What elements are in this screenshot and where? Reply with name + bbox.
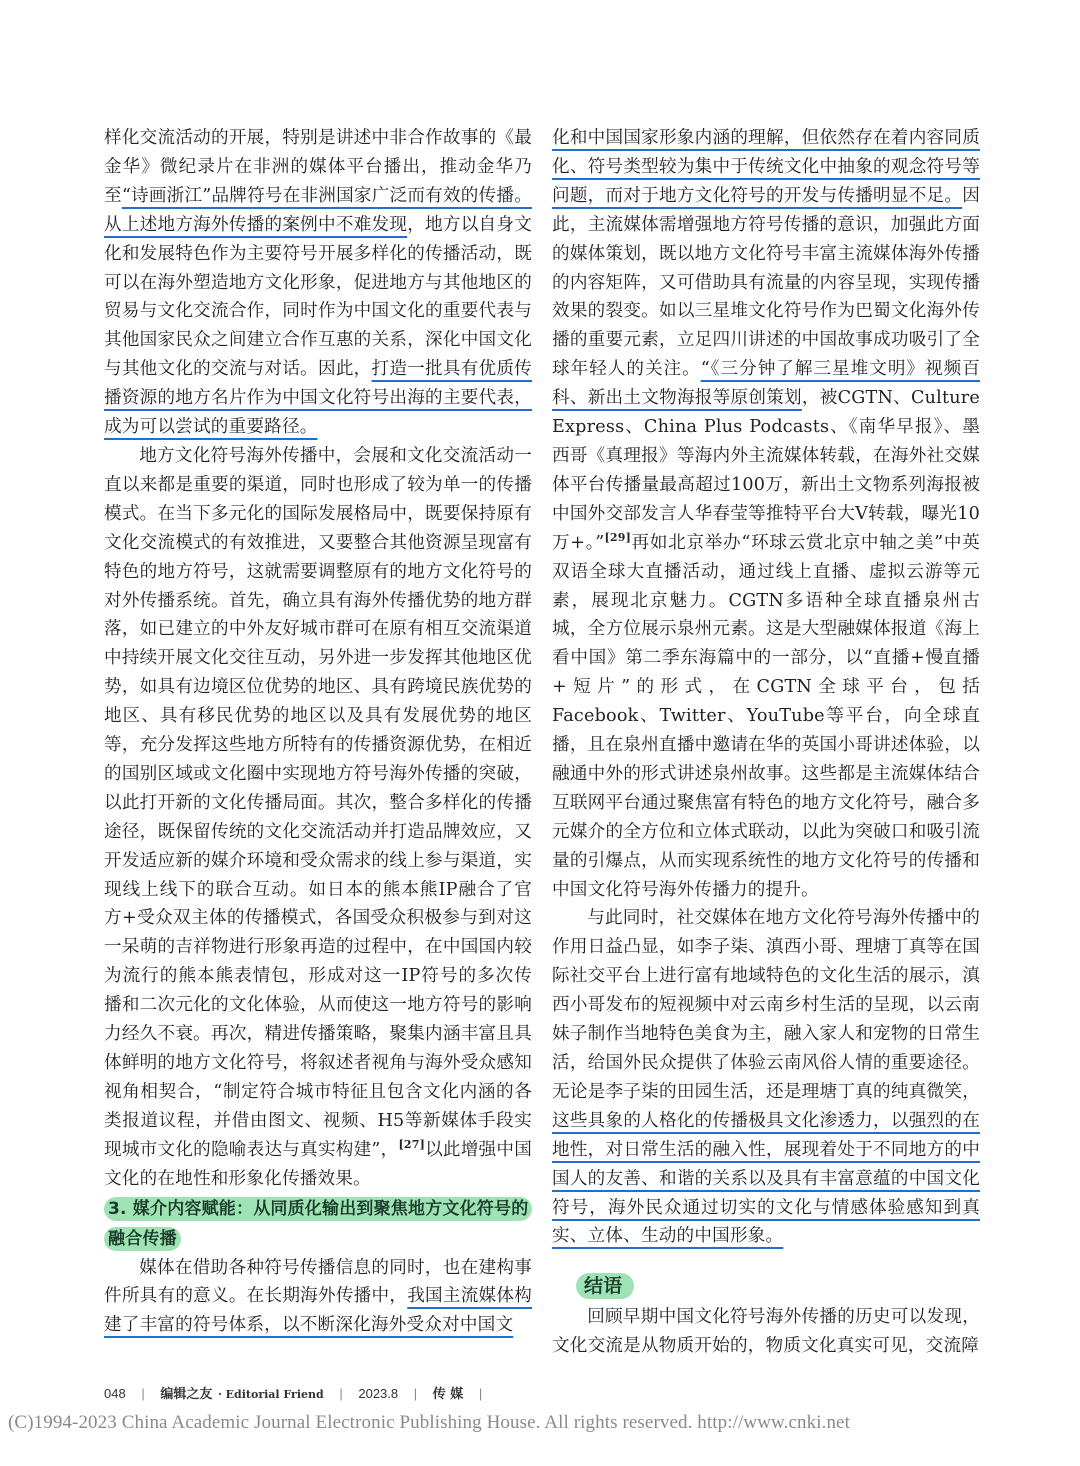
divider: | xyxy=(339,1386,343,1401)
copyright-notice: (C)1994-2023 China Academic Journal Electronic Publishing House. All rights reserved. http://www.cnki.net xyxy=(8,1412,850,1433)
issue-date: 2023.8 xyxy=(358,1386,399,1401)
paragraph: 回顾早期中国文化符号海外传播的历史可以发现，文化交流是从物质开始的，物质文化真实可见，交流障 xyxy=(552,1307,980,1357)
magazine-name-en: · Editorial Friend xyxy=(217,1388,324,1401)
column-name: 传 媒 xyxy=(432,1387,464,1402)
paragraph: 与此同时，社交媒体在地方文化符号海外传播中的作用日益凸显，如李子柒、滇西小哥、理塘丁真等在国际社交平台上进行富有地域特色的文化生活的展示，滇西小哥发布的短视频中对云南乡村生活的呈现，以云南妹子制作当地特色美食为主，融入家人和宠物的日常生活，给国外民众提供了体验云南风俗人情的重要途径。无论是李子柒的田园生活，还是理塘丁真的纯真微笑，这些具象的人格化的传播极具文化渗透力，以强烈的在地性，对日常生活的融入性，展现着处于不同地方的中国人的友善、和谐的关系以及具有丰富意蕴的中国文化符号，海外民众通过切实的文化与情感体验感知到真实、立体、生动的中国形象。 xyxy=(552,908,980,1247)
highlighted-text: 从上述地方海外传播的案例中不难发现 xyxy=(104,214,408,235)
divider: | xyxy=(413,1386,418,1401)
highlighted-text: “诗画浙江”品牌符号在非洲国家广泛而有效的传播。 xyxy=(121,185,532,206)
highlighted-text: “《三分钟了解三星堆文明》视频百科、新出土文物海报等原创策划 xyxy=(552,359,980,409)
highlighted-text: 打造一批具有优质传播资源的地方名片作为中国文化符号出海的主要代表，成为可以尝试的重要路径。 xyxy=(104,359,532,438)
citation-ref[interactable]: [29] xyxy=(604,530,631,544)
left-column xyxy=(104,124,532,1340)
paragraph: 化和中国国家形象内涵的理解，但依然存在着内容同质化、符号类型较为集中于传统文化中抽象的观念符号等问题，而对于地方文化符号的开发与传播明显不足。因此，主流媒体需增强地方符号传播的意识，加强此方面的媒体策划，既以地方文化符号丰富主流媒体海外传播的内容矩阵，又可借助具有流量的内容呈现，实现传播效果的裂变。如以三星堆文化符号作为巴蜀文化海外传播的重要元素，立足四川讲述的中国故事成功吸引了全球年轻人的关注。“《三分钟了解三星堆文明》视频百科、新出土文物海报等原创策划，被CGTN、Culture Express、China Plus Podcasts、《南华早报》、墨西哥《真理报》等海内外主流媒体转载，在海外社交媒体平台传播量最高超过100万，新出土文物系列海报被中国外交部发言人华春莹等推特平台大V转载，曝光10万+。”[29]再如北京举办“环球云赏北京中轴之美”中英双语全球大直播活动，通过线上直播、虚拟云游等元素，展现北京魅力。CGTN多语种全球直播泉州古城，全方位展示泉州元素。这是大型融媒体报道《海上看中国》第二季东海篇中的一部分，以“直播+慢直播+短片”的形式，在CGTN全球平台，包括Facebook、Twitter、YouTube等平台，向全球直播，且在泉州直播中邀请在华的英国小哥讲述体验，以融通中外的形式讲述泉州故事。这些都是主流媒体结合互联网平台通过聚焦富有特色的地方文化符号，融合多元媒介的全方位和立体式联动，以此为突破口和吸引流量的引爆点，从而实现系统性的地方文化符号的传播和中国文化符号海外传播力的提升。 xyxy=(552,128,980,900)
subheading: 3. 媒介内容赋能：从同质化输出到聚焦地方文化符号的融合传播 xyxy=(104,1194,532,1254)
divider: | xyxy=(478,1386,483,1401)
right-column xyxy=(552,124,980,1361)
paragraph: 地方文化符号海外传播中，会展和文化交流活动一直以来都是重要的渠道，同时也形成了较为单一的传播模式。在当下多元化的国际发展格局中，既要保持原有文化交流模式的有效推进，又要整合其他资源呈现富有特色的地方符号，这就需要调整原有的地方文化符号的对外传播系统。首先，确立具有海外传播优势的地方群落，如已建立的中外友好城市群可在原有相互交流渠道中持续开展文化交往互动，另外进一步发挥其他地区优势，如具有边境区位优势的地区、具有跨境民族优势的地区、具有移民优势的地区以及具有发展优势的地区等，充分发挥这些地方所特有的传播资源优势，在相近的国别区域或文化圈中实现地方符号海外传播的突破，以此打开新的文化传播局面。其次，整合多样化的传播途径，既保留传统的文化交流活动并打造品牌效应，又开发适应新的媒介环境和受众需求的线上参与渠道，实现线上线下的联合互动。如日本的熊本熊IP融合了官方+受众双主体的传播模式，各国受众积极参与到对这一呆萌的吉祥物进行形象再造的过程中，在中国国内较为流行的熊本熊表情包，形成对这一IP符号的多次传播和二次元化的文化体验，从而使这一地方符号的影响力经久不衰。再次，精进传播策略，聚集内涵丰富且具体鲜明的地方文化符号，将叙述者视角与海外受众感知视角相契合，“制定符合城市特征且包含文化内涵的各类报道议程，并借由图文、视频、H5等新媒体手段实现城市文化的隐喻表达与真实构建”，[27]以此增强中国文化的在地性和形象化传播效果。 xyxy=(104,445,533,1189)
magazine-name: 编辑之友 xyxy=(160,1387,213,1402)
divider: | xyxy=(141,1386,145,1401)
citation-ref[interactable]: [27] xyxy=(398,1137,426,1151)
highlighted-text: 化和中国国家形象内涵的理解，但依然存在着内容同质化、符号类型较为集中于传统文化中抽象的观念符号等问题，而对于地方文化符号的开发与传播明显不足。 xyxy=(552,128,980,206)
page-number: 048 xyxy=(104,1386,126,1401)
paragraph: 媒体在借助各种符号传播信息的同时，也在建构事件所具有的意义。在长期海外传播中，我国主流媒体构建了丰富的符号体系，以不断深化海外受众对中国文 xyxy=(104,1257,533,1336)
highlighted-text: 这些具象的人格化的传播极具文化渗透力，以强烈的在地性，对日常生活的融入性，展现着处于不同地方的中国人的友善、和谐的关系以及具有丰富意蕴的中国文化符号，海外民众通过切实的文化与情感体验感知到真实、立体、生动的中国形象。 xyxy=(552,1110,980,1247)
highlighted-text: 我国主流媒体构建了丰富的符号体系，以不断深化海外受众对中国文 xyxy=(104,1286,533,1336)
page-footer xyxy=(104,1383,494,1402)
section-title: 结语 xyxy=(576,1273,634,1299)
paragraph: 样化交流活动的开展，特别是讲述中非合作故事的《最金华》微纪录片在非洲的媒体平台播出，推动金华乃至“诗画浙江”品牌符号在非洲国家广泛而有效的传播。从上述地方海外传播的案例中不难发现，地方以自身文化和发展特色作为主要符号开展多样化的传播活动，既可以在海外塑造地方文化形象，促进地方与其他地区的贸易与文化交流合作，同时作为中国文化的重要代表与其他国家民众之间建立合作互惠的关系，深化中国文化与其他文化的交流与对话。因此，打造一批具有优质传播资源的地方名片作为中国文化符号出海的主要代表，成为可以尝试的重要路径。 xyxy=(104,128,533,438)
